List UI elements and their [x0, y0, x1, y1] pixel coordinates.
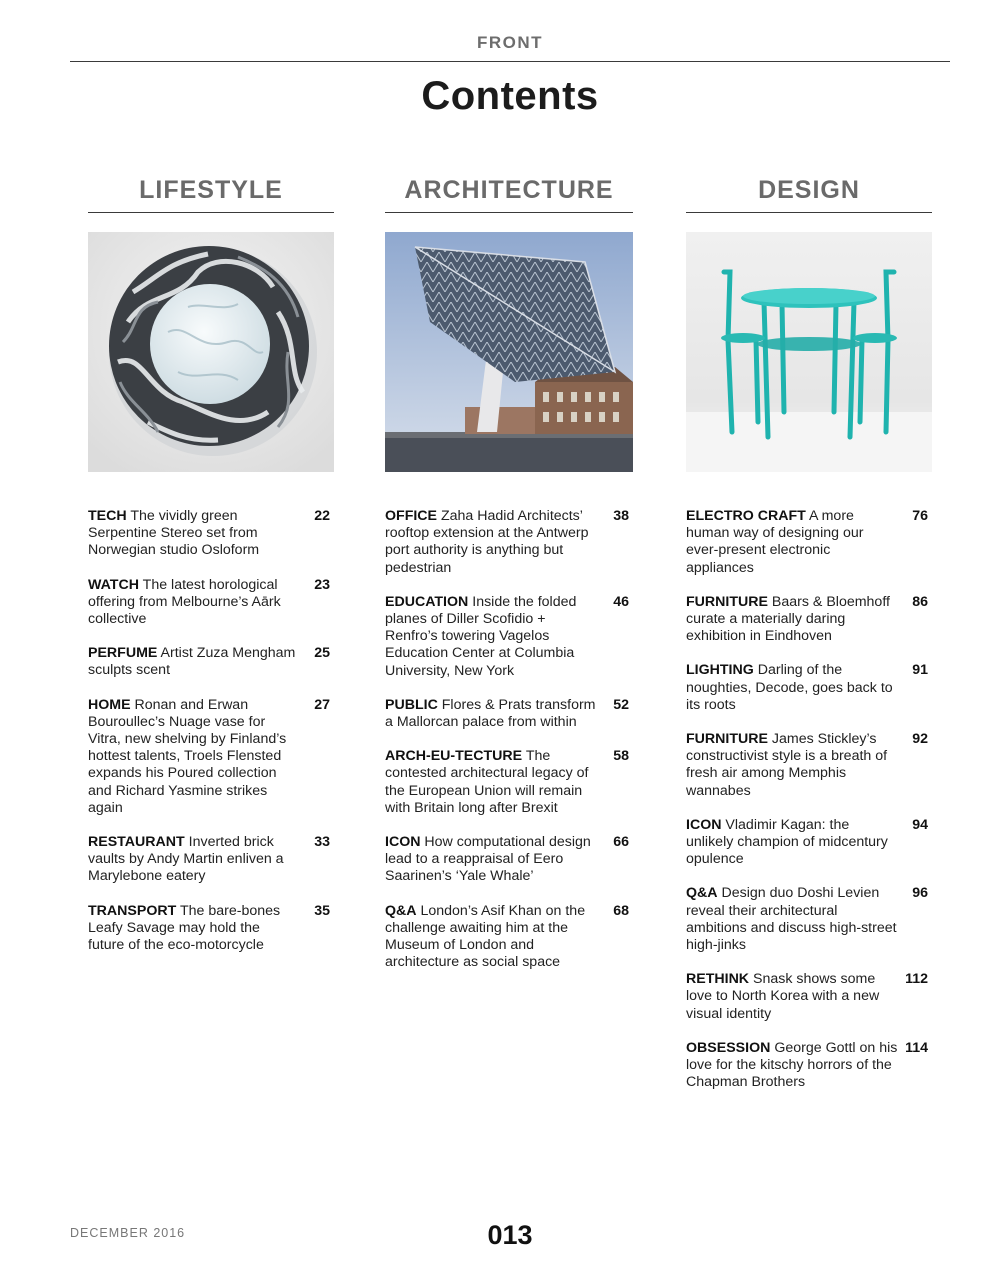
page-ref: 112: [905, 971, 928, 988]
architecture-entries: [385, 508, 633, 971]
column-architecture: [385, 174, 633, 988]
page-ref: 91: [912, 662, 928, 679]
page-ref: 114: [905, 1039, 928, 1056]
page-title: Contents: [421, 74, 599, 118]
page-number: 013: [487, 1220, 533, 1250]
page-ref: 46: [613, 593, 629, 610]
list-item[interactable]: OBSESSION George Gottl on his love for the kitschy horrors of the Chapman Brothers 114: [686, 1039, 928, 1091]
column-rule: [385, 212, 633, 213]
list-item[interactable]: TRANSPORT The bare-bones Leafy Savage may hold the future of the eco-motorcycle 35: [88, 902, 330, 954]
column-lifestyle: [88, 174, 334, 971]
lifestyle-entries: [88, 508, 334, 954]
list-item[interactable]: EDUCATION Inside the folded planes of Diller Scofidio + Renfro’s towering Vagelos Education Center at Columbia University, New York 46: [385, 593, 629, 679]
page-ref: 35: [314, 902, 330, 919]
column-heading: LIFESTYLE: [139, 176, 283, 204]
section-label: FRONT: [476, 33, 544, 52]
list-item[interactable]: WATCH The latest horological offering from Melbourne’s Aārk collective 23: [88, 576, 330, 628]
list-item[interactable]: FURNITURE Baars & Bloemhoff curate a materially daring exhibition in Eindhoven 86: [686, 593, 928, 645]
issue-date: DECEMBER 2016: [70, 1226, 186, 1240]
page-ref: 52: [613, 696, 629, 713]
column-design: [686, 174, 932, 1108]
page-ref: 92: [912, 731, 928, 748]
page-ref: 96: [912, 885, 928, 902]
page-ref: 27: [314, 696, 330, 713]
column-heading: DESIGN: [758, 176, 860, 204]
list-item[interactable]: FURNITURE James Stickley’s constructivist style is a breath of fresh air among Memphis wannabes 92: [686, 731, 928, 799]
marbled-bowl-photo: [88, 232, 334, 472]
table-chairs-photo: [686, 232, 932, 472]
page-ref: 68: [613, 902, 629, 919]
page-ref: 58: [613, 748, 629, 765]
list-item[interactable]: OFFICE Zaha Hadid Architects’ rooftop extension at the Antwerp port authority is anything but pedestrian 38: [385, 508, 629, 576]
building-photo: [385, 232, 633, 472]
list-item[interactable]: HOME Ronan and Erwan Bouroullec’s Nuage vase for Vitra, new shelving by Finland’s hottest talents, Troels Flensted expands his Poured collection and Richard Yasmine strikes again 27: [88, 696, 330, 816]
list-item[interactable]: RESTAURANT Inverted brick vaults by Andy Martin enliven a Marylebone eatery 33: [88, 834, 330, 885]
list-item[interactable]: ARCH-EU-TECTURE The contested architectural legacy of the European Union will remain with Britain long after Brexit 58: [385, 748, 629, 816]
list-item[interactable]: ICON How computational design lead to a reappraisal of Eero Saarinen’s ‘Yale Whale’ 66: [385, 834, 629, 885]
page-ref: 25: [314, 645, 330, 662]
architecture-image[interactable]: [385, 232, 633, 472]
list-item[interactable]: RETHINK Snask shows some love to North Korea with a new visual identity 112: [686, 971, 928, 1022]
list-item[interactable]: LIGHTING Darling of the noughties, Decode, goes back to its roots 91: [686, 662, 928, 713]
column-heading: ARCHITECTURE: [404, 176, 614, 204]
design-entries: [686, 508, 932, 1091]
header-rule: [70, 61, 950, 62]
page-ref: 86: [912, 593, 928, 610]
column-rule: [88, 212, 334, 213]
design-image[interactable]: [686, 232, 932, 472]
page-ref: 94: [912, 816, 928, 833]
lifestyle-image[interactable]: [88, 232, 334, 472]
page-ref: 76: [912, 508, 928, 524]
list-item[interactable]: PUBLIC Flores & Prats transform a Mallorcan palace from within 52: [385, 696, 629, 731]
list-item[interactable]: Q&A London’s Asif Khan on the challenge awaiting him at the Museum of London and architecture as social space 68: [385, 902, 629, 971]
page-ref: 33: [314, 834, 330, 851]
list-item[interactable]: TECH The vividly green Serpentine Stereo set from Norwegian studio Osloform 22: [88, 508, 330, 559]
column-rule: [686, 212, 932, 213]
list-item[interactable]: ICON Vladimir Kagan: the unlikely champion of midcentury opulence 94: [686, 816, 928, 868]
list-item[interactable]: ELECTRO CRAFT A more human way of designing our ever-present electronic appliances 76: [686, 508, 928, 576]
page-ref: 66: [613, 834, 629, 851]
list-item[interactable]: Q&A Design duo Doshi Levien reveal their architectural ambitions and discuss high-street high-jinks 96: [686, 885, 928, 954]
page-ref: 38: [613, 508, 629, 524]
page-ref: 23: [314, 576, 330, 593]
page-ref: 22: [314, 508, 330, 524]
list-item[interactable]: PERFUME Artist Zuza Mengham sculpts scent 25: [88, 645, 330, 679]
